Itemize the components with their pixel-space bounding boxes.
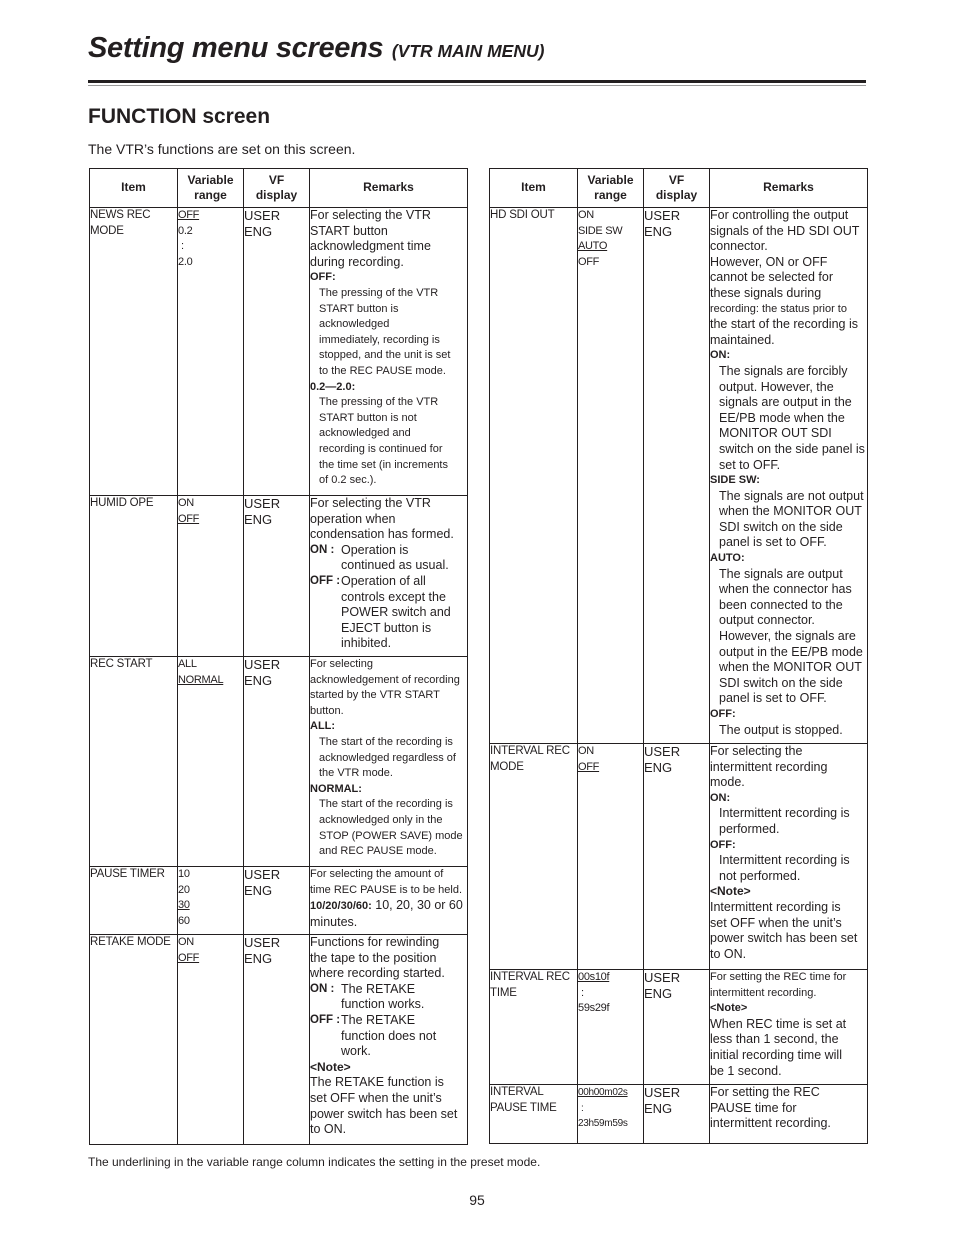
range-cell: OFF 0.2 : 2.0: [178, 208, 244, 496]
range-cell: ON OFF: [578, 744, 644, 970]
header-item: Item: [90, 169, 178, 208]
table-row: [490, 208, 868, 744]
item-cell: INTERVAL REC TIME: [490, 970, 578, 1085]
item-cell: RETAKE MODE: [90, 935, 178, 1145]
remarks-cell: Functions for rewinding the tape to the position where recording started. ON : The RETAKE function works. OFF : The RETAKE function does not work. <Note> The RETAKE function is set OFF when the unit’s power switch has been set to ON.: [310, 935, 468, 1145]
remarks-cell: For selecting the amount of time REC PAUSE is to be held. 10/20/30/60: 10, 20, 30 or 60 minutes.: [310, 867, 468, 935]
page-subtitle: (VTR MAIN MENU): [391, 41, 545, 61]
title-rule-thin: [88, 85, 866, 86]
range-cell: 00h00m02s : 23h59m59s: [578, 1085, 644, 1144]
item-cell: INTERVAL REC MODE: [490, 744, 578, 970]
table-header-row: [490, 169, 868, 208]
footnote: The underlining in the variable range column indicates the setting in the preset mode.: [88, 1155, 541, 1169]
vf-cell: USER ENG: [644, 744, 710, 970]
intro-text: The VTR’s functions are set on this screen.: [88, 141, 356, 157]
item-cell: NEWS REC MODE: [90, 208, 178, 496]
vf-cell: USER ENG: [244, 208, 310, 496]
header-range: Variable range: [178, 169, 244, 208]
range-cell: 10 20 30 60: [178, 867, 244, 935]
table-row: [90, 657, 468, 867]
header-item: Item: [490, 169, 578, 208]
item-cell: HUMID OPE: [90, 496, 178, 657]
remarks-cell: For controlling the output signals of the HD SDI OUT connector. However, ON or OFF cannot be selected for these signals during recording: the status prior to the start of the recording is maintained. ON: The signals are forcibly output. However, the signals are output in the EE/PB mode when the MONITOR OUT SDI switch on the side panel is set to OFF. SIDE SW: The signals are not output when the MONITOR OUT SDI switch on the side panel is set to OFF. AUTO: The signals are output when the connector has been connected to the output connector. However, the signals are output in the EE/PB mode when the MONITOR OUT SDI switch on the side panel is set to OFF. OFF: The output is stopped.: [710, 208, 868, 744]
header-vf: VF display: [644, 169, 710, 208]
range-cell: ON OFF: [178, 496, 244, 657]
item-cell: HD SDI OUT: [490, 208, 578, 744]
remarks-cell: For selecting acknowledgement of recording started by the VTR START button. ALL: The start of the recording is acknowledged regardless of the VTR mode. NORMAL: The start of the recording is acknowledged only in the STOP (POWER SAVE) mode and REC PAUSE mode.: [310, 657, 468, 867]
vf-cell: USER ENG: [644, 970, 710, 1085]
table-row: [490, 744, 868, 970]
range-cell: ALL NORMAL: [178, 657, 244, 867]
item-cell: INTERVAL PAUSE TIME: [490, 1085, 578, 1144]
table-row: [90, 935, 468, 1145]
header-remarks: Remarks: [310, 169, 468, 208]
section-title: FUNCTION screen: [88, 105, 271, 128]
table-row: [90, 496, 468, 657]
range-cell: ON SIDE SW AUTO OFF: [578, 208, 644, 744]
remarks-cell: For setting the REC time for intermittent recording. <Note> When REC time is set at less than 1 second, the initial recording time will be 1 second.: [710, 970, 868, 1085]
table-row: [90, 867, 468, 935]
table-row: [90, 208, 468, 496]
header-vf: VF display: [244, 169, 310, 208]
page-title-block: [88, 32, 544, 65]
right-function-table: [489, 168, 868, 1144]
range-cell: 00s10f : 59s29f: [578, 970, 644, 1085]
vf-cell: USER ENG: [644, 1085, 710, 1144]
header-remarks: Remarks: [710, 169, 868, 208]
item-cell: REC START: [90, 657, 178, 867]
title-rule: [88, 80, 866, 83]
page-number: 95: [469, 1192, 485, 1208]
vf-cell: USER ENG: [644, 208, 710, 744]
remarks-cell: For setting the REC PAUSE time for intermittent recording.: [710, 1085, 868, 1144]
vf-cell: USER ENG: [244, 657, 310, 867]
vf-cell: USER ENG: [244, 496, 310, 657]
header-range: Variable range: [578, 169, 644, 208]
left-function-table: [89, 168, 468, 1145]
table-row: [490, 1085, 868, 1144]
item-cell: PAUSE TIMER: [90, 867, 178, 935]
vf-cell: USER ENG: [244, 935, 310, 1145]
vf-cell: USER ENG: [244, 867, 310, 935]
range-cell: ON OFF: [178, 935, 244, 1145]
remarks-cell: For selecting the intermittent recording mode. ON: Intermittent recording is performed. OFF: Intermittent recording is not performed. <Note> Intermittent recording is set OFF when the unit’s power switch has been set to ON.: [710, 744, 868, 970]
page-title: Setting menu screens: [88, 32, 384, 64]
remarks-cell: For selecting the VTR operation when condensation has formed. ON : Operation is continued as usual. OFF : Operation of all controls except the POWER switch and EJECT button is inhibited.: [310, 496, 468, 657]
remarks-cell: For selecting the VTR START button acknowledgment time during recording. OFF: The pressing of the VTR START button is acknowledged immediately, recording is stopped, and the unit is set to the REC PAUSE mode. 0.2—2.0: The pressing of the VTR START button is not acknowledged and recording is continued for the time set (in increments of 0.2 sec.).: [310, 208, 468, 496]
table-header-row: [90, 169, 468, 208]
table-row: [490, 970, 868, 1085]
